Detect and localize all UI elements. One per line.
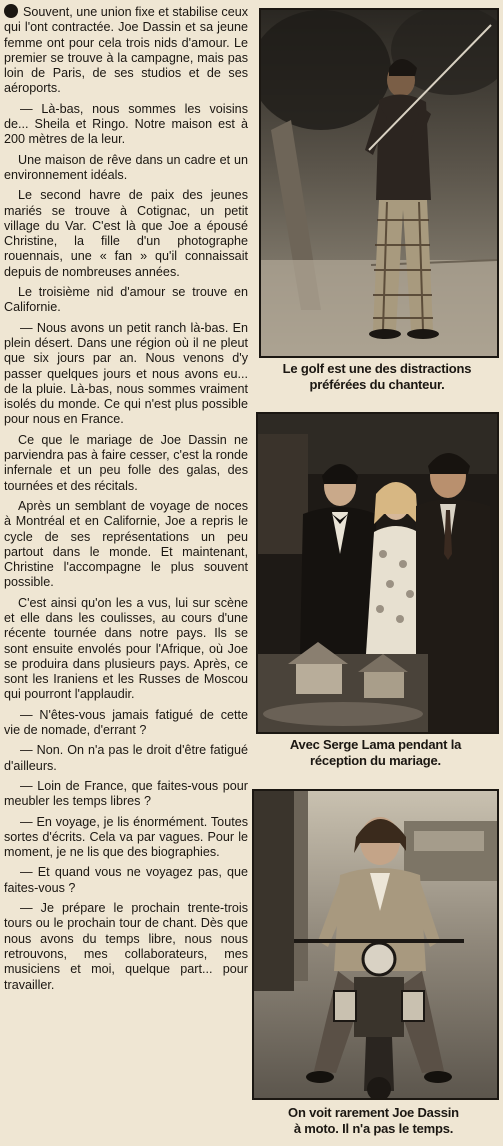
golf-photo-illustration: [261, 10, 497, 356]
article-paragraph: C'est ainsi qu'on les a vus, lui sur scène et elle dans les coulisses, au cours d'une récente tournée dans notre pays. Ils se sont ensuite envolés pour l'Afrique, où Joe se produira dans plusieurs pays. Après, ce sont les Iraniens et les Russes de Moscou qui pourront l'applaudir.: [4, 595, 248, 702]
wedding-caption: [256, 737, 495, 769]
article-paragraph: Le troisième nid d'amour se trouve en Californie.: [4, 285, 248, 315]
article-paragraph: — Et quand vous ne voyagez pas, que faites-vous ?: [4, 865, 248, 895]
caption-line: à moto. Il n'a pas le temps.: [293, 1121, 454, 1136]
article-paragraph: Après un semblant de voyage de noces à Montréal et en Californie, Joe a repris le cycle de ses représentations un peu partout dans le monde. Et maintenant, Christine l'accompagne le plus souvent possible.: [4, 498, 248, 590]
caption-line: Avec Serge Lama pendant la: [289, 737, 462, 752]
golf-caption: [259, 361, 495, 393]
article-paragraph: Le second havre de paix des jeunes mariés se trouve à Cotignac, un petit village du Var. C'est là que Joe a épousé Christine, la fille d'un photographe rouennais, une « fan » qu'il connaissait depuis de nombreuses années.: [4, 188, 248, 279]
caption-line: On voit rarement Joe Dassin: [288, 1105, 459, 1120]
caption-line: préférées du chanteur.: [309, 377, 445, 392]
article-paragraph: — Nous avons un petit ranch là-bas. En plein désert. Dans une région où il ne pleut que six jours par an. Nous venons d'y passer quelques jours et nous avons eu... de la pluie. Là-bas, nous sommes vraiment isolés du monde. Ce qui n'est plus possible pour nous en France.: [4, 320, 248, 427]
wedding-photo-illustration: [258, 414, 497, 732]
golf-photo: [259, 8, 499, 358]
motorcycle-photo-illustration: [254, 791, 497, 1098]
article-paragraph: — Loin de France, que faites-vous pour meubler les temps libres ?: [4, 778, 248, 809]
article-paragraph: — Non. On n'a pas le droit d'être fatigué d'ailleurs.: [4, 743, 248, 773]
article-paragraph: — Je prépare le prochain trente-trois tours ou le prochain tour de chant. Dès que nous avons du temps libre, nous nous retrouvons, mes collaborateurs, mes musiciens et moi, quelque part... pour travailler.: [4, 901, 248, 992]
motorcycle-photo: [252, 789, 499, 1100]
caption-line: Le golf est une des distractions: [282, 361, 472, 376]
article-paragraph: — Là-bas, nous sommes les voisins de... Sheila et Ringo. Notre maison est à 200 mètres de la leur.: [4, 101, 248, 147]
article-paragraph: — En voyage, je lis énormément. Toutes sortes d'écrits. Cela va par vagues. Pour le moment, je ne lis que des biographies.: [4, 814, 248, 860]
article-paragraph: Ce que le mariage de Joe Dassin ne parviendra pas à faire cesser, c'est la ronde infernale et un peu folle des galas, des tournées et des récitals.: [4, 432, 248, 493]
article-column: [4, 4, 248, 998]
article-paragraph: Une maison de rêve dans un cadre et un environnement idéals.: [4, 152, 248, 182]
wedding-photo: [256, 412, 499, 734]
motorcycle-caption: [252, 1105, 495, 1137]
article-paragraph: Souvent, une union fixe et stabilise ceux qui l'ont contractée. Joe Dassin et sa jeune femme ont pour cela trois nids d'amour. Le premier se trouve à la campagne, mais pas loin de Paris, de ses studios et de ses aéroports.: [4, 5, 248, 96]
caption-line: réception du mariage.: [310, 753, 441, 768]
article-paragraph: — N'êtes-vous jamais fatigué de cette vie de nomade, d'errant ?: [4, 707, 248, 738]
